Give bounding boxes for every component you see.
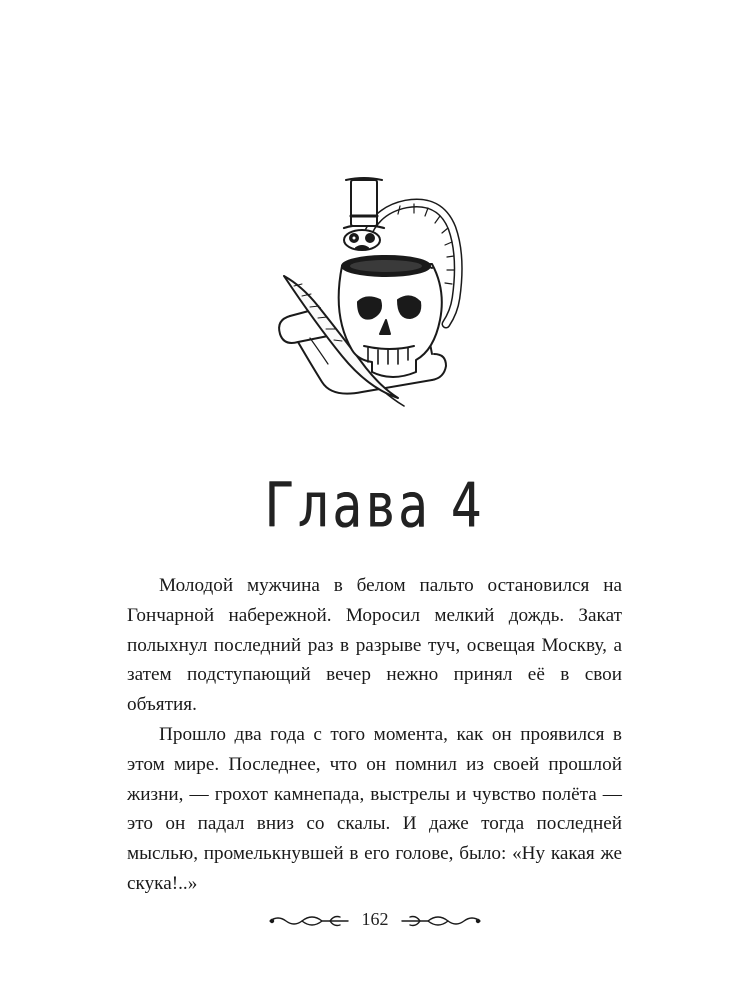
flourish-ornament-icon [400, 911, 482, 931]
paragraph: Молодой мужчина в белом пальто остановился на Гончарной набережной. Моросил мелкий дождь. Закат полыхнул последний раз в разрыве туч, освещая Москву, а затем подступающий вечер нежно принял её в свои объятия. [127, 575, 622, 716]
paragraph: Прошло два года с того момента, как он проявился в этом мире. Последнее, что он помнил из своей прошлой жизни, — грохот камнепада, выстрелы и чувство полёта — это он падал вниз со скалы. И даже тогда последней мыслью, промелькнувшей в его голове, было: «Ну какая же скука!..» [127, 723, 622, 894]
chapter-body [127, 571, 622, 899]
chapter-title: Глава 4 [264, 470, 486, 542]
page-footer [250, 905, 500, 935]
skull-inkwell-illustration [250, 168, 490, 413]
page-number: 162 [361, 909, 389, 929]
